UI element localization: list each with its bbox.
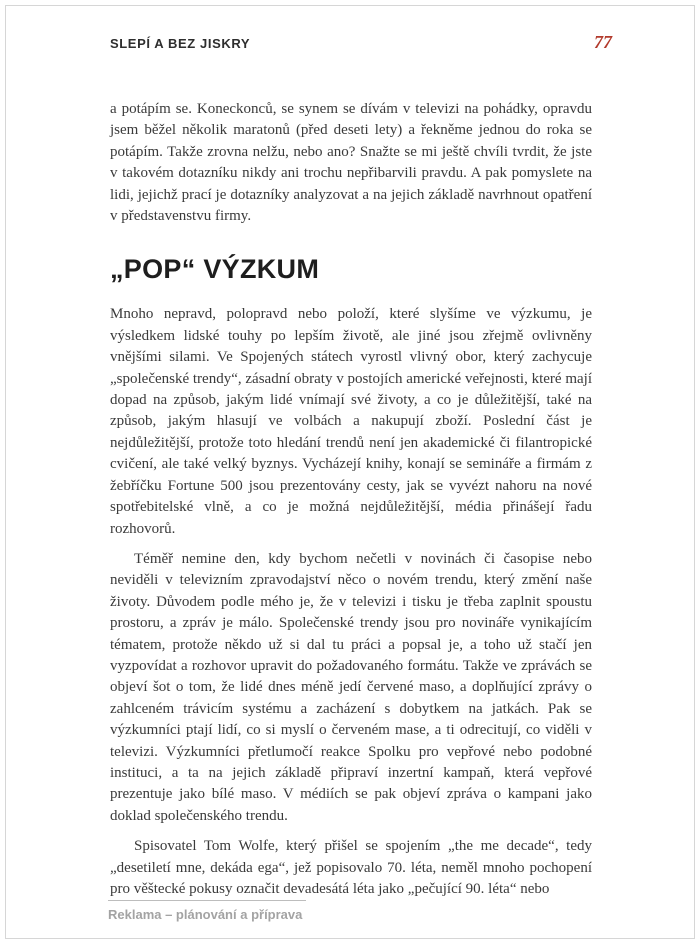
page-header xyxy=(0,0,700,53)
page-number: 77 xyxy=(594,32,612,52)
paragraph-3: Spisovatel Tom Wolfe, který přišel se spojením „the me decade“, tedy „desetiletí mne, dekáda ega“, jež popisovalo 70. léta, neměl mnoho pochopení pro věštecké pokusy označit devadesátá léta jako „pečující 90. léta“ nebo xyxy=(110,838,592,897)
paragraph-1: Mnoho nepravd, polopravd nebo položí, které slyšíme ve výzkumu, je výsledkem lidské touhy po lepším životě, ale jiné jsou zřejmě ovlivněny vnějšími silami. Ve Spojených státech vyrostl vlivný obor, který zachycuje „společenské trendy“, zásadní obraty v postojích americké veřejnosti, které mají dopad na způsob, jakým lidé vnímají své životy, a co je důležitější, také na způsob, jakým hlasují ve volbách a nakupují zboží. Poslední část je nejdůležitější, protože toto hledání trendů není jen akademické či filantropické cvičení, ale také velký byznys. Vycházejí knihy, konají se semináře a firmám z žebříčku Fortune 500 jsou prezentovány cesty, jak se vyvézt nahoru na nové spotřebitelské vlně, a co je možná nejdůležitější, média přinášejí řadu rozhovorů. xyxy=(110,306,592,537)
page-footer xyxy=(108,900,306,924)
section-heading: „POP“ VÝZKUM xyxy=(110,254,320,285)
running-title: SLEPÍ A BEZ JISKRY xyxy=(110,36,251,51)
paragraph-intro: a potápím se. Koneckonců, se synem se dívám v televizi na pohádky, opravdu jsem běžel několik maratonů (před deseti lety) a řekněme jednou do roka se potápím. Takže zrovna nelžu, nebo ano? Snažte se mi ještě chvíli tvrdit, že jste v takovém dotazníku nikdy ani trochu nepřibarvili pravdu. A pak pomyslete na lidi, jejichž prací je dotazníky analyzovat a na jejich základě navrhnout opatření v představenstvu firmy. xyxy=(110,101,592,225)
paragraph-2: Téměř nemine den, kdy bychom nečetli v novinách či časopise nebo neviděli v televizním zpravodajství něco o novém trendu, který změní naše životy. Důvodem podle mého je, že v televizi i tisku je třeba zaplnit spoustu prostoru, a zpráv je málo. Společenské trendy jsou pro novináře vynikajícím tématem, protože někdo už si dal tu práci a popsal je, a toho už stačí jen vyzpovídat a rozhovor upravit do požadovaného formátu. Takže ve zprávách se objeví šot o tom, že lidé dnes méně jedí červené maso, a doplňující zprávy o zahlceném trávicím systému a zacházení s dobytkem na jatkách. Pak se výzkumníci ptají lidí, co si myslí o červeném mase, a ti odrecitují, co viděli v televizi. Výzkumníci přetlumočí reakce Spolku pro vepřové nebo podobné instituci, a ta na jejich základě připraví inzertní kampaň, která vepřové prezentuje jako bílé maso. V médiích se pak objeví zpráva o kampani jako doklad společenského trendu. xyxy=(110,550,592,824)
page-body xyxy=(0,53,700,900)
footer-caption: Reklama – plánování a příprava xyxy=(108,900,306,922)
